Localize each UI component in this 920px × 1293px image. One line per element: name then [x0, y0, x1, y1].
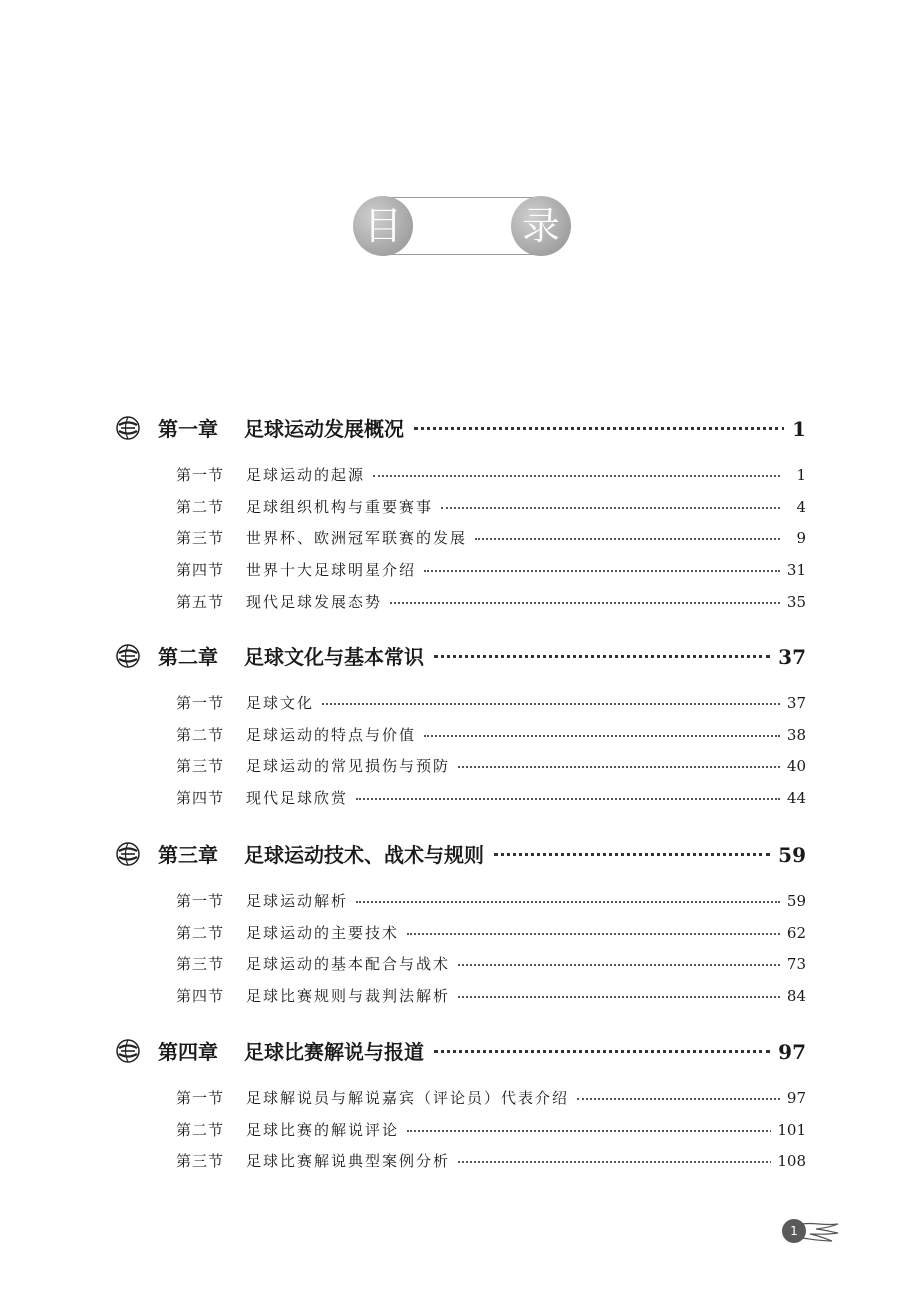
section-leader-dots	[458, 996, 780, 998]
section-title: 足球运动的基本配合与战术	[246, 952, 458, 976]
section-title: 现代足球欣赏	[246, 786, 356, 810]
section-leader-dots	[424, 570, 780, 572]
section-title: 世界杯、欧洲冠军联赛的发展	[246, 526, 475, 550]
section-number: 第三节	[176, 529, 225, 547]
section-title: 足球运动的起源	[246, 463, 373, 487]
section-number: 第二节	[176, 1121, 225, 1139]
chapter-page-number: 59	[770, 840, 806, 870]
section-row[interactable]	[176, 754, 806, 778]
section-number: 第三节	[176, 757, 225, 775]
section-number: 第五节	[176, 593, 225, 611]
section-row[interactable]	[176, 691, 806, 715]
section-row[interactable]	[176, 495, 806, 519]
chapter-title: 足球运动发展概况	[244, 414, 414, 444]
section-page-number: 9	[790, 526, 806, 550]
section-leader-dots	[407, 1130, 780, 1132]
chapter-row[interactable]	[116, 414, 806, 444]
chapter-number: 第四章	[158, 1040, 218, 1064]
section-leader-dots	[424, 735, 780, 737]
page-number: 1	[782, 1219, 806, 1243]
section-row[interactable]	[176, 952, 806, 976]
section-page-number: 84	[781, 984, 806, 1008]
section-row[interactable]	[176, 590, 806, 614]
section-leader-dots	[407, 933, 780, 935]
section-leader-dots	[356, 901, 780, 903]
section-page-number: 37	[781, 691, 806, 715]
section-number: 第二节	[176, 498, 225, 516]
section-title: 足球比赛规则与裁判法解析	[246, 984, 458, 1008]
chapter-row[interactable]	[116, 642, 806, 672]
section-number: 第一节	[176, 466, 225, 484]
section-page-number: 101	[771, 1118, 806, 1142]
section-number: 第二节	[176, 726, 225, 744]
section-row[interactable]	[176, 984, 806, 1008]
section-title: 足球运动的特点与价值	[246, 723, 424, 747]
soccer-ball-icon	[116, 1039, 140, 1063]
section-row[interactable]	[176, 1149, 806, 1173]
section-page-number: 4	[790, 495, 806, 519]
chapter-page-number: 1	[784, 414, 806, 444]
chapter-leader-dots	[494, 853, 770, 856]
section-row[interactable]	[176, 526, 806, 550]
section-leader-dots	[356, 798, 780, 800]
section-title: 足球文化	[246, 691, 322, 715]
chapter-page-number: 37	[770, 642, 806, 672]
section-page-number: 108	[771, 1149, 806, 1173]
section-page-number: 38	[781, 723, 806, 747]
section-page-number: 73	[781, 952, 806, 976]
section-title: 足球运动的常见损伤与预防	[246, 754, 458, 778]
soccer-ball-icon	[116, 416, 140, 440]
section-title: 足球比赛的解说评论	[246, 1118, 407, 1142]
section-title: 足球组织机构与重要赛事	[246, 495, 441, 519]
section-title: 现代足球发展态势	[246, 590, 390, 614]
section-number: 第四节	[176, 561, 225, 579]
section-page-number: 1	[790, 463, 806, 487]
section-title: 足球运动解析	[246, 889, 356, 913]
heading-char-right: 录	[511, 196, 571, 256]
section-row[interactable]	[176, 786, 806, 810]
section-row[interactable]	[176, 921, 806, 945]
section-title: 足球运动的主要技术	[246, 921, 407, 945]
soccer-ball-icon	[116, 644, 140, 668]
section-title: 足球解说员与解说嘉宾（评论员）代表介绍	[246, 1086, 577, 1110]
section-leader-dots	[373, 475, 780, 477]
chapter-page-number: 97	[770, 1037, 806, 1067]
chapter-row[interactable]	[116, 1037, 806, 1067]
section-page-number: 35	[781, 590, 806, 614]
section-number: 第一节	[176, 1089, 225, 1107]
section-row[interactable]	[176, 463, 806, 487]
soccer-ball-icon	[116, 842, 140, 866]
chapter-title: 足球文化与基本常识	[244, 642, 434, 672]
section-page-number: 62	[781, 921, 806, 945]
section-title: 世界十大足球明星介绍	[246, 558, 424, 582]
section-number: 第一节	[176, 892, 225, 910]
section-leader-dots	[458, 766, 780, 768]
chapter-number: 第二章	[158, 645, 218, 669]
chapter-leader-dots	[434, 655, 770, 658]
section-page-number: 40	[781, 754, 806, 778]
section-leader-dots	[322, 703, 780, 705]
section-number: 第四节	[176, 987, 225, 1005]
section-row[interactable]	[176, 1086, 806, 1110]
section-row[interactable]	[176, 889, 806, 913]
section-leader-dots	[577, 1098, 780, 1100]
toc-heading	[353, 196, 571, 256]
section-title: 足球比赛解说典型案例分析	[246, 1149, 458, 1173]
section-number: 第一节	[176, 694, 225, 712]
section-page-number: 59	[781, 889, 806, 913]
chapter-number: 第一章	[158, 417, 218, 441]
section-leader-dots	[390, 602, 780, 604]
section-leader-dots	[458, 1161, 780, 1163]
chapter-row[interactable]	[116, 840, 806, 870]
section-leader-dots	[458, 964, 780, 966]
section-row[interactable]	[176, 1118, 806, 1142]
section-page-number: 97	[781, 1086, 806, 1110]
section-number: 第三节	[176, 1152, 225, 1170]
section-leader-dots	[475, 538, 780, 540]
section-row[interactable]	[176, 723, 806, 747]
section-row[interactable]	[176, 558, 806, 582]
section-leader-dots	[441, 507, 780, 509]
section-number: 第四节	[176, 789, 225, 807]
section-page-number: 44	[781, 786, 806, 810]
section-number: 第二节	[176, 924, 225, 942]
chapter-number: 第三章	[158, 843, 218, 867]
section-page-number: 31	[781, 558, 806, 582]
chapter-leader-dots	[414, 427, 786, 430]
chapter-title: 足球比赛解说与报道	[244, 1037, 434, 1067]
section-number: 第三节	[176, 955, 225, 973]
page-number-badge	[780, 1218, 840, 1244]
chapter-leader-dots	[434, 1050, 770, 1053]
heading-char-left: 目	[353, 196, 413, 256]
chapter-title: 足球运动技术、战术与规则	[244, 840, 494, 870]
